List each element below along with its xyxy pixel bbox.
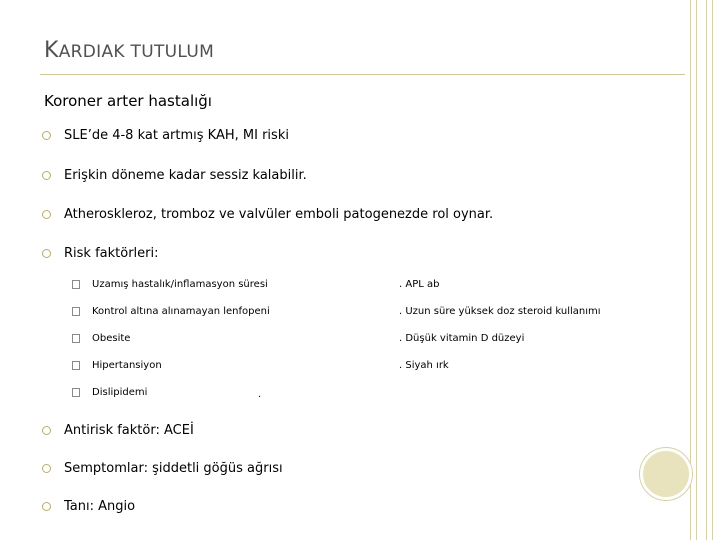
risk-factor-text: Obesite — [92, 333, 131, 344]
bullet-text: Risk faktörleri: — [64, 246, 159, 261]
bullet-item — [42, 168, 307, 183]
bullet-text: Semptomlar: şiddetli göğüs ağrısı — [64, 461, 283, 476]
bullet-item — [42, 499, 135, 514]
bullet-text: Antirisk faktör: ACEİ — [64, 423, 194, 438]
title-divider — [40, 74, 685, 75]
risk-factor-text: Uzamış hastalık/inflamasyon süresi — [92, 279, 268, 290]
checkbox-square-icon — [72, 334, 80, 343]
frame-line-1 — [690, 0, 691, 540]
bullet-item — [42, 461, 283, 476]
bullet-text: Erişkin döneme kadar sessiz kalabilir. — [64, 168, 307, 183]
risk-factor-right: . Siyah ırk — [399, 360, 449, 371]
bullet-circle-icon — [42, 249, 51, 258]
slide-title-rest: ARDIAK TUTULUM — [58, 42, 215, 62]
bullet-circle-icon — [42, 426, 51, 435]
risk-factor-text: Hipertansiyon — [92, 360, 162, 371]
risk-factor-right: . Uzun süre yüksek doz steroid kullanımı — [399, 306, 601, 317]
bullet-item — [42, 128, 289, 143]
bullet-text: Atheroskleroz, tromboz ve valvüler emboli patogenezde rol oynar. — [64, 207, 494, 222]
checkbox-square-icon — [72, 280, 80, 289]
stray-period: . — [258, 389, 262, 400]
bullet-circle-icon — [42, 502, 51, 511]
risk-factor-item — [72, 333, 130, 344]
bullet-item — [42, 246, 159, 261]
bullet-text: SLE’de 4-8 kat artmış KAH, MI riski — [64, 128, 289, 143]
bullet-item — [42, 423, 194, 438]
risk-factor-text: Kontrol altına alınamayan lenfopeni — [92, 306, 270, 317]
checkbox-square-icon — [72, 361, 80, 370]
slide-title-initial: K — [44, 38, 59, 63]
frame-line-4 — [712, 0, 713, 540]
risk-factor-right: . APL ab — [399, 279, 440, 290]
risk-factor-item — [72, 387, 147, 398]
frame-line-2 — [696, 0, 697, 540]
frame-line-3 — [706, 0, 707, 540]
bullet-item — [42, 207, 493, 222]
subtitle: Koroner arter hastalığı — [44, 92, 212, 110]
bullet-circle-icon — [42, 210, 51, 219]
risk-factor-item — [72, 279, 268, 290]
risk-factor-text: Dislipidemi — [92, 387, 148, 398]
slide-title — [44, 38, 214, 63]
risk-factor-item — [72, 360, 162, 371]
checkbox-square-icon — [72, 388, 80, 397]
decorative-circle — [640, 448, 692, 500]
bullet-circle-icon — [42, 171, 51, 180]
checkbox-square-icon — [72, 307, 80, 316]
bullet-text: Tanı: Angio — [64, 499, 136, 514]
bullet-circle-icon — [42, 131, 51, 140]
bullet-circle-icon — [42, 464, 51, 473]
risk-factor-right: . Düşük vitamin D düzeyi — [399, 333, 525, 344]
risk-factor-item — [72, 306, 270, 317]
